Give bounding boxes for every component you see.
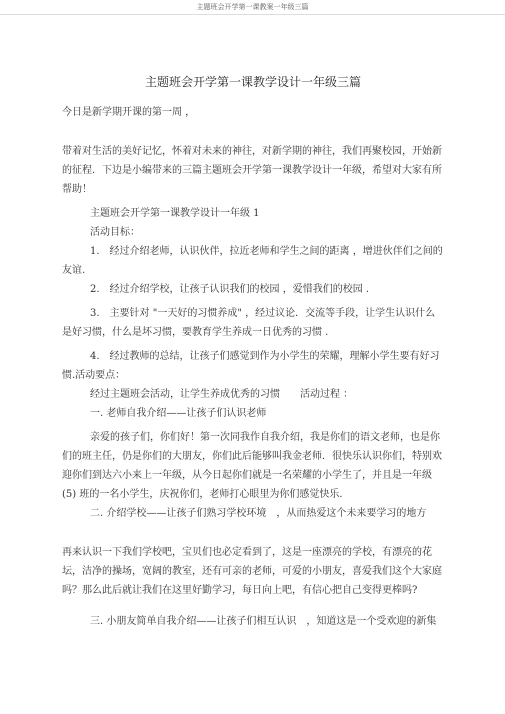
goal-item-4: 4. 经过教师的总结，让孩子们感觉到作为小学生的荣耀，理解小学生要有好习惯.活动要点： (62, 351, 440, 381)
goal-item-2: 2. 经过介绍学校，让孩子认识我们的校园 ，爱惜我们的校园 . (90, 284, 370, 295)
document-page (62, 74, 444, 631)
section-1-heading: 一. 老师自我介绍——让孩子们认识老师 (90, 408, 267, 419)
activity-line: 经过主题班会活动，让学生养成优秀的习惯 活动过程 ： (90, 389, 354, 400)
goal-item-1: 1. 经过介绍老师，认识伙伴，拉近老师和学生之间的距离 ，增进伙伴们之间的友谊. (62, 246, 443, 276)
section-1-paragraph: 亲爱的孩子们，你们好！第一次同我作自我介绍，我是你们的语文老师，也是你们的班主任，仍是你们的大朋友，你们此后能够叫我金老师．很快乐认识你们，特别欢迎你们到达六小来上一年级，从今日起你们就是一名荣耀的小学生了，并且是一年级 (5) 班的一名小学生，庆祝你们，老师打心眼里为你们感觉快乐． (62, 432, 442, 500)
sub-title: 主题班会开学第一课教学设计一年级 1 (90, 208, 260, 219)
intro-paragraph: 带着对生活的美好记忆，怀着对未来的神往，对新学期的神往，我们再聚校园，开始新的征程．下边是小编带来的三篇主题班会开学第一课教学设计一年级，希望对大家有所帮助！ (62, 146, 442, 195)
goal-item-3: 3. 主要针对 "一天好的习惯养成" ，经过议论．交流等手段，让学生认识什么是好习惯，什么是坏习惯，要教育学生养成一日优秀的习惯 . (62, 308, 436, 338)
running-header: 主题班会开学第一课教案一年级三篇 (0, 0, 505, 15)
goals-heading: 活动目标： (90, 227, 140, 238)
intro-line: 今日是新学期开课的第一周 ， (62, 107, 196, 118)
section-2-heading: 二. 介绍学校——让孩子们熟习学校环境 ，从而热爱这个未来要学习的地方 (90, 508, 427, 519)
section-2-paragraph: 再来认识一下我们学校吧，宝贝们也必定看到了，这是一座漂亮的学校，有漂亮的花坛，洁净的操场，宽阔的教室，还有可亲的老师，可爱的小朋友，喜爱我们这个大家庭吗？那么此后就让我们在这里好勤学习，每日向上吧，有信心把自己变得更棒吗? (62, 547, 442, 596)
section-3-heading: 三. 小朋友简单自我介绍——让孩子们相互认识 ，知道这是一个受欢迎的新集 (90, 616, 437, 627)
document-title: 主题班会开学第一课教学设计一年级三篇 (144, 75, 361, 89)
